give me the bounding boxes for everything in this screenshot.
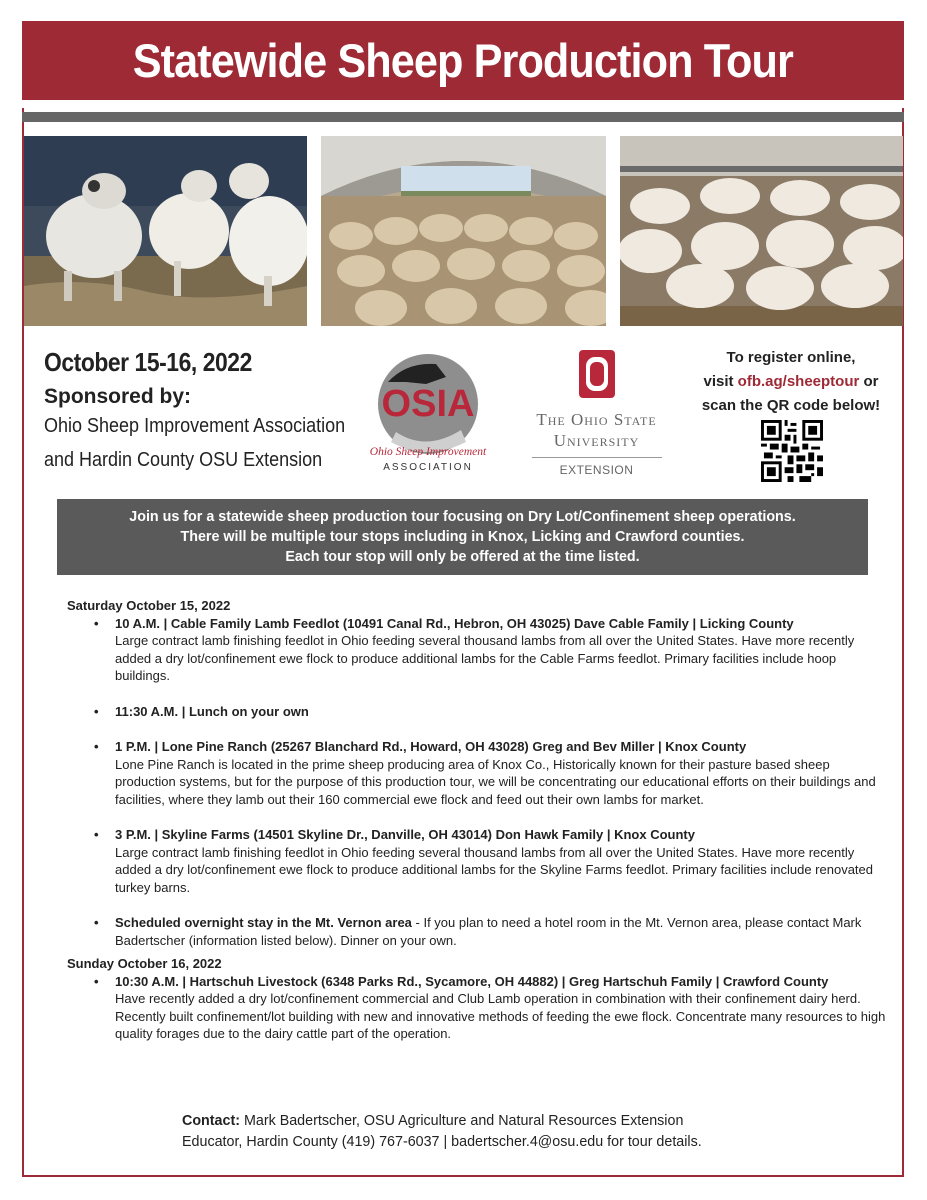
register-or: or	[859, 373, 879, 390]
overnight-detail: - If you plan to need a hotel room in the Mt. Vernon area, please contact Mark Badertscher (information listed below). Dinner on your own.	[115, 915, 862, 948]
bullet-icon: •	[94, 615, 99, 631]
title-banner	[22, 21, 904, 100]
list-item	[67, 914, 887, 949]
divider-white	[22, 100, 904, 108]
stop-heading: Scheduled overnight stay in the Mt. Vernon area	[115, 915, 412, 930]
sunday-label: Sunday October 16, 2022	[67, 956, 222, 971]
osu-name-line2: University	[553, 431, 640, 450]
register-line3: scan the QR code below!	[701, 397, 881, 414]
intro-line3: Each tour stop will only be offered at the time listed.	[285, 549, 640, 565]
list-item	[67, 826, 887, 896]
bullet-icon: •	[94, 973, 99, 989]
osu-extension-logo	[514, 350, 679, 475]
intro-line2: There will be multiple tour stops including in Knox, Licking and Crawford counties.	[180, 529, 745, 545]
register-info	[688, 346, 894, 418]
osu-extension-label: EXTENSION	[532, 457, 662, 477]
contact-info	[182, 1111, 822, 1153]
contact-name: Mark Badertscher, OSU Agriculture and Natural Resources Extension	[239, 1113, 684, 1129]
overnight-note	[115, 914, 887, 949]
block-o-icon	[579, 350, 615, 398]
list-item	[67, 738, 887, 808]
contact-label: Contact:	[182, 1113, 240, 1129]
bullet-icon: •	[94, 739, 99, 754]
sponsored-label: Sponsored by:	[44, 385, 192, 408]
stop-heading: 11:30 A.M. | Lunch on your own	[115, 703, 309, 719]
register-visit: visit	[703, 373, 738, 390]
tour-schedule	[67, 597, 887, 1043]
qr-code-icon[interactable]	[761, 420, 823, 482]
stop-description: Have recently added a dry lot/confinement commercial and Club Lamb operation in combination with their confinement dairy herd. Recently built confinement/lot building with new and innovative methods of feeding the ewe flock. Concentrate many resources to high quality forages due to the dairy cattle part of the operation.	[115, 991, 886, 1041]
confinement-flock-photo	[620, 136, 903, 326]
event-date: October 15-16, 2022	[44, 347, 252, 377]
list-item	[67, 615, 887, 685]
bullet-icon: •	[94, 915, 99, 930]
bullet-icon: •	[94, 703, 99, 719]
contact-line1	[182, 1111, 822, 1132]
intro-banner	[57, 499, 868, 575]
page-title: Statewide Sheep Production Tour	[132, 34, 794, 87]
osia-logo-text: OSIA	[381, 383, 475, 425]
stop-heading: 1 P.M. | Lone Pine Ranch (25267 Blanchard Rd., Howard, OH 43028) Greg and Bev Miller | Knox County	[115, 739, 747, 754]
divider-gray	[22, 112, 904, 122]
stop-description: Large contract lamb finishing feedlot in Ohio feeding several thousand lambs from all over the United States. Have more recently added a dry lot/confinement ewe flock to produce additional lambs for the Cable Farms feedlot. Primary facilities include hoop buildings.	[115, 633, 855, 683]
stop-heading: 10:30 A.M. | Hartschuh Livestock (6348 Parks Rd., Sycamore, OH 44882) | Greg Hartschuh Family | Crawford County	[115, 973, 829, 989]
contact-line2: Educator, Hardin County (419) 767-6037 | badertscher.4@osu.edu for tour details.	[182, 1134, 702, 1150]
osu-name-line1: The Ohio State	[536, 410, 657, 429]
sheep-closeup-photo	[24, 136, 307, 326]
bullet-icon: •	[94, 827, 99, 842]
osia-logo-association: ASSOCIATION	[383, 462, 473, 473]
saturday-label: Saturday October 15, 2022	[67, 598, 231, 613]
stop-description: Large contract lamb finishing feedlot in Ohio feeding several thousand lambs from all over the United States. Have more recently added a dry lot/confinement ewe flock to produce additional lambs for the Skyline Farms feedlot. Primary facilities include renovated turkey barns.	[115, 844, 873, 895]
list-item	[67, 973, 887, 1043]
register-line1: To register online,	[726, 349, 856, 366]
hoop-barn-flock-photo	[321, 136, 606, 326]
osia-logo-script: Ohio Sheep Improvement	[369, 446, 487, 458]
stop-heading: 3 P.M. | Skyline Farms (14501 Skyline Dr., Danville, OH 43014) Don Hawk Family | Knox County	[115, 827, 695, 842]
intro-line1: Join us for a statewide sheep production tour focusing on Dry Lot/Confinement sheep operations.	[129, 509, 796, 525]
register-line2	[688, 370, 894, 394]
sponsor-line-2: and Hardin County OSU Extension	[44, 449, 323, 471]
list-item	[67, 703, 887, 721]
sponsor-line-1: Ohio Sheep Improvement Association	[44, 415, 346, 437]
stop-heading: 10 A.M. | Cable Family Lamb Feedlot (10491 Canal Rd., Hebron, OH 43025) Dave Cable Family | Licking County	[115, 615, 794, 631]
stop-description: Lone Pine Ranch is located in the prime sheep producing area of Knox Co., Historically known for their pasture based sheep production systems, but for the purpose of this production tour, we will be concentrating our educational efforts on their buildings and facilities, where they lamb out their 160 commercial ewe flock and feed out their own lambs for market.	[115, 756, 876, 807]
osia-logo	[366, 352, 496, 477]
register-link[interactable]: ofb.ag/sheeptour	[737, 373, 860, 390]
